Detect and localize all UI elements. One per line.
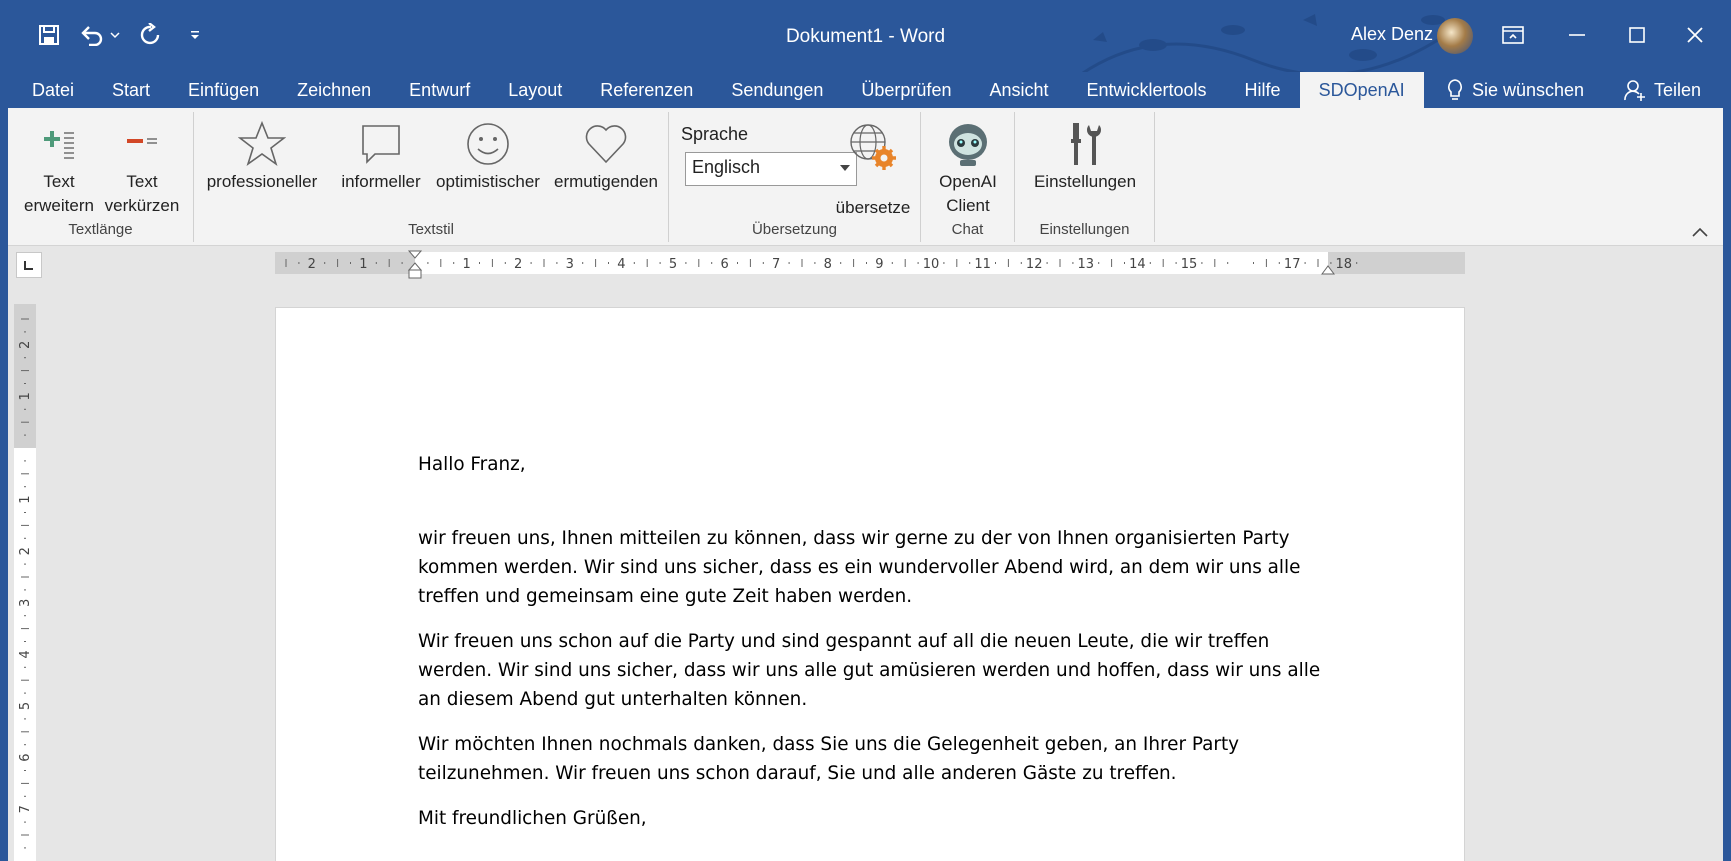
tab-zeichnen[interactable]: Zeichnen <box>297 79 372 100</box>
ribbon-panel <box>8 108 1723 246</box>
close-icon <box>1686 26 1704 44</box>
document-body[interactable] <box>418 450 1348 849</box>
style-professional-label: professioneller <box>206 172 318 191</box>
minimize-icon <box>1568 26 1586 44</box>
group-label-einstellungen: Einstellungen <box>1039 221 1130 238</box>
document-page[interactable] <box>275 307 1465 861</box>
indent-marker-icon[interactable] <box>407 250 423 282</box>
person-add-icon <box>1624 79 1646 101</box>
maximize-button[interactable] <box>1617 18 1657 52</box>
group-uebersetzung <box>669 112 921 242</box>
translate-button[interactable] <box>827 118 919 220</box>
style-professional-button[interactable] <box>204 118 320 194</box>
robot-icon <box>946 120 990 168</box>
group-textstil <box>194 112 669 242</box>
right-indent-marker-icon[interactable] <box>1320 262 1336 278</box>
closing-paragraph[interactable]: Mit freundlichen Grüßen, <box>418 808 647 829</box>
ruler-scale <box>275 252 1465 274</box>
paragraph-1[interactable]: wir freuen uns, Ihnen mitteilen zu können, dass wir gerne zu der von Ihnen organisierten Party kommen werden. Wir sind uns sicher, dass es ein wundervoller Abend wird, an dem wir uns alle treffen und gemeinsam eine gute Zeit haben werden. <box>418 528 1301 607</box>
user-name[interactable]: Alex Denz <box>1350 24 1433 44</box>
text-expand-icon <box>42 127 76 161</box>
left-tab-icon <box>17 253 41 277</box>
ruler-label: 13 <box>1077 257 1095 272</box>
close-button[interactable] <box>1675 18 1715 52</box>
group-label-textlaenge: Textlänge <box>68 221 133 238</box>
translate-label: übersetze <box>835 198 911 217</box>
tab-ueberpruefen[interactable]: Überprüfen <box>861 79 952 100</box>
smiley-icon <box>465 121 511 167</box>
ruler-label: 3 <box>18 598 33 607</box>
ruler-label: 4 <box>18 650 33 659</box>
text-shorten-icon <box>125 127 159 161</box>
tell-me-button[interactable] <box>1446 72 1584 108</box>
language-label: Sprache <box>681 124 749 144</box>
style-optimistic-label: optimistischer <box>436 172 540 191</box>
openai-client-line2: Client <box>946 196 990 215</box>
tab-entwicklertools[interactable]: Entwicklertools <box>1086 79 1207 100</box>
text-expand-line1: Text <box>43 172 75 191</box>
text-shorten-button[interactable] <box>100 118 184 218</box>
share-button[interactable] <box>1624 72 1701 108</box>
group-einstellungen <box>1015 112 1155 242</box>
style-optimistic-button[interactable] <box>432 118 544 194</box>
tab-start[interactable]: Start <box>112 79 151 100</box>
ribbon-tabs <box>8 72 1723 108</box>
ruler-label: 8 <box>823 257 832 272</box>
group-chat <box>921 112 1015 242</box>
ruler-label: 3 <box>565 257 574 272</box>
tab-sdopenai[interactable]: SDOpenAI <box>1300 72 1424 108</box>
ruler-label: 11 <box>974 257 991 272</box>
vertical-ruler-scale <box>14 304 36 861</box>
ruler-label: 4 <box>617 257 626 272</box>
star-icon <box>238 120 286 168</box>
paragraph-3[interactable]: Wir möchten Ihnen nochmals danken, dass Sie uns die Gelegenheit geben, an Ihrer Party teilzunehmen. Wir freuen uns schon darauf, Sie und alle anderen Gäste zu treffen. <box>418 734 1240 784</box>
tab-entwurf[interactable]: Entwurf <box>409 79 471 100</box>
ruler-label: 1 <box>18 495 33 504</box>
tab-selector[interactable] <box>16 252 42 278</box>
window-title: Dokument1 - Word <box>785 26 946 47</box>
ruler-label: 1 <box>18 392 33 401</box>
ruler-label: 2 <box>514 257 523 272</box>
speech-bubble-icon <box>359 122 403 166</box>
ruler-label: 14 <box>1129 257 1146 272</box>
minimize-button[interactable] <box>1557 18 1597 52</box>
tab-datei[interactable]: Datei <box>32 79 75 100</box>
ruler-label: 2 <box>18 547 33 556</box>
ruler-label: 7 <box>772 257 781 272</box>
group-label-textstil: Textstil <box>408 221 454 238</box>
ruler-label: 10 <box>922 257 940 272</box>
ribbon-display-options-button[interactable] <box>1493 18 1533 52</box>
tab-referenzen[interactable]: Referenzen <box>600 79 694 100</box>
tell-me-label: Sie wünschen <box>1472 79 1585 100</box>
ruler-label: 1 <box>462 257 471 272</box>
ruler-label: 1 <box>359 257 368 272</box>
text-expand-button[interactable] <box>22 118 96 218</box>
openai-client-button[interactable] <box>927 118 1009 218</box>
horizontal-ruler-area <box>8 246 1723 280</box>
ruler-label: 5 <box>668 257 678 272</box>
paragraph-2[interactable]: Wir freuen uns schon auf die Party und sind gespannt auf all die neuen Leute, die wir treffen werden. Wir sind uns sicher, dass wir uns alle gut amüsieren werden und hoffen, dass wir uns alle an diesem Abend gut unterhalten können. <box>418 631 1321 710</box>
openai-client-line1: OpenAI <box>939 172 997 191</box>
ribbon-display-icon <box>1502 26 1524 44</box>
language-select-value: Englisch <box>692 157 761 177</box>
collapse-ribbon-button[interactable] <box>1691 225 1709 237</box>
ruler-label: 7 <box>18 805 33 814</box>
settings-label: Einstellungen <box>1033 172 1137 191</box>
style-encouraging-label: ermutigenden <box>554 172 658 191</box>
group-label-chat: Chat <box>951 221 984 238</box>
vertical-ruler[interactable] <box>14 304 36 861</box>
ruler-label: 6 <box>18 753 33 762</box>
text-shorten-line1: Text <box>126 172 158 191</box>
style-encouraging-button[interactable] <box>550 118 662 194</box>
ruler-label: 15 <box>1180 257 1198 272</box>
group-label-uebersetzung: Übersetzung <box>751 221 838 238</box>
settings-button[interactable] <box>1021 118 1149 194</box>
ruler-label: 17 <box>1283 257 1301 272</box>
share-label: Teilen <box>1654 79 1702 100</box>
tab-hilfe[interactable]: Hilfe <box>1244 79 1281 100</box>
group-textlaenge <box>8 112 194 242</box>
ruler-label: 18 <box>1335 257 1353 272</box>
text-shorten-line2: verkürzen <box>104 196 180 215</box>
ruler-label: 12 <box>1025 257 1043 272</box>
chevron-up-icon <box>1691 226 1709 238</box>
style-informal-button[interactable] <box>336 118 426 194</box>
ruler-label: 6 <box>720 257 729 272</box>
greeting-paragraph[interactable]: Hallo Franz, <box>418 454 526 475</box>
tab-ansicht[interactable]: Ansicht <box>989 79 1049 100</box>
globe-gear-icon <box>848 122 898 172</box>
lightbulb-icon <box>1446 78 1464 102</box>
heart-icon <box>583 122 629 166</box>
avatar[interactable] <box>1437 18 1473 54</box>
text-expand-line2: erweitern <box>24 196 94 215</box>
ruler-label: 2 <box>18 340 33 349</box>
tab-layout[interactable]: Layout <box>508 79 563 100</box>
ruler-label: 5 <box>18 701 33 711</box>
tab-sendungen[interactable]: Sendungen <box>731 79 824 100</box>
horizontal-ruler[interactable] <box>275 252 1465 274</box>
tab-einfuegen[interactable]: Einfügen <box>188 79 260 100</box>
ruler-label: 9 <box>875 257 884 272</box>
title-bar <box>8 0 1723 72</box>
ruler-label: 2 <box>307 257 316 272</box>
style-informal-label: informeller <box>341 172 421 191</box>
maximize-icon <box>1628 26 1646 44</box>
tools-icon <box>1065 121 1105 167</box>
